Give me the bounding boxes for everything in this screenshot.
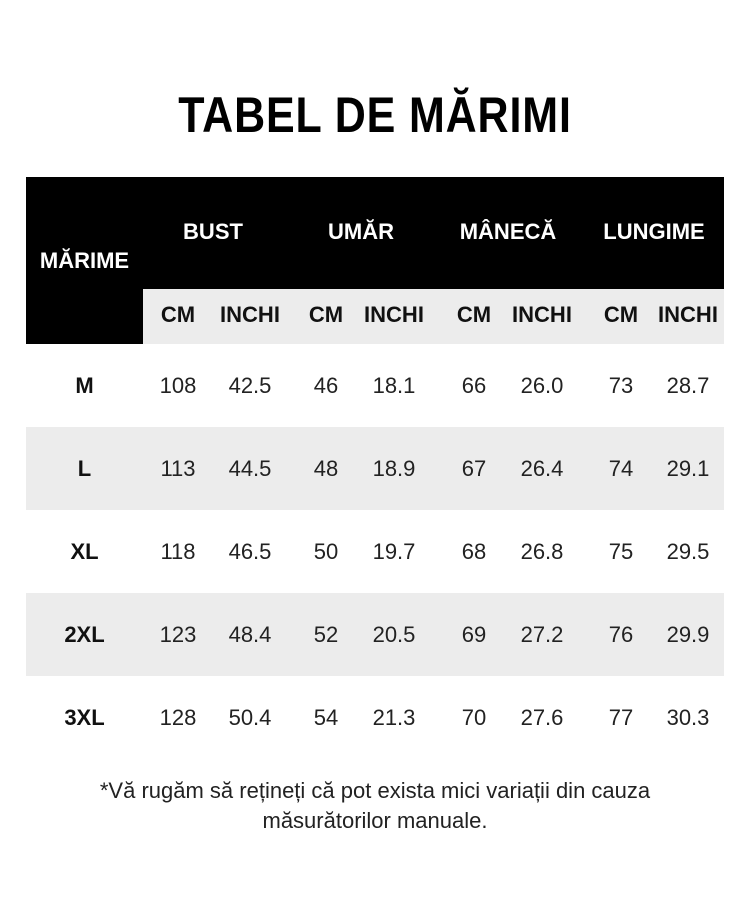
- measurement-cell: 26.4: [520, 456, 564, 481]
- measurement-cell: 20.5: [372, 622, 416, 647]
- measurement-cell: 27.2: [520, 622, 564, 647]
- measurement-cell: 48: [313, 456, 339, 481]
- measurement-cell: 44.5: [228, 456, 272, 481]
- measurement-cell: 118: [160, 539, 196, 564]
- measurement-cell: 113: [160, 456, 196, 481]
- measurement-cell: 123: [159, 622, 197, 647]
- measurement-cell: 54: [313, 705, 339, 730]
- measurement-cell: 21.3: [372, 705, 416, 730]
- measurement-cell: 68: [461, 539, 487, 564]
- group-header-length: LUNGIME: [603, 219, 705, 244]
- measurement-cell: 26.0: [520, 373, 564, 398]
- size-table: [26, 177, 724, 730]
- unit-header: CM: [456, 302, 492, 327]
- size-cell: XL: [70, 539, 99, 564]
- measurement-cell: 50.4: [228, 705, 272, 730]
- measurement-cell: 50: [313, 539, 339, 564]
- table-row: [26, 510, 724, 593]
- group-header-bust: BUST: [183, 219, 243, 244]
- measurement-cell: 28.7: [666, 373, 710, 398]
- measurement-cell: 42.5: [228, 373, 272, 398]
- unit-header: INCHI: [220, 302, 280, 327]
- table-row: [26, 427, 724, 510]
- group-header-sleeve: MÂNECĂ: [459, 219, 557, 244]
- measurement-cell: 67: [461, 456, 487, 481]
- measurement-cell: 74: [608, 456, 634, 481]
- unit-header: CM: [603, 302, 639, 327]
- size-cell: M: [75, 373, 94, 398]
- measurement-cell: 76: [608, 622, 634, 647]
- measurement-cell: 70: [461, 705, 487, 730]
- table-row: [26, 593, 724, 676]
- unit-header: CM: [308, 302, 344, 327]
- measurement-cell: 18.1: [372, 373, 416, 398]
- measurement-cell: 18.9: [372, 456, 416, 481]
- unit-header: INCHI: [364, 302, 424, 327]
- measurement-cell: 69: [461, 622, 487, 647]
- measurement-cell: 29.5: [666, 539, 710, 564]
- size-cell: 3XL: [64, 705, 105, 730]
- size-column-header: MĂRIME: [26, 177, 143, 344]
- measurement-cell: 27.6: [520, 705, 564, 730]
- measurement-cell: 46: [313, 373, 339, 398]
- measurement-cell: 48.4: [228, 622, 272, 647]
- measurement-cell: 52: [313, 622, 339, 647]
- measurement-cell: 77: [608, 705, 634, 730]
- measurement-cell: 30.3: [666, 705, 710, 730]
- measurement-cell: 66: [461, 373, 487, 398]
- measurement-cell: 75: [608, 539, 634, 564]
- table-row: [26, 676, 724, 759]
- measurement-cell: 19.7: [372, 539, 416, 564]
- disclaimer-note: *Vă rugăm să rețineți că pot exista mici variații din cauza măsurătorilor manuale.: [99, 778, 651, 833]
- measurement-cell: 26.8: [520, 539, 564, 564]
- unit-header: INCHI: [512, 302, 572, 327]
- unit-header: CM: [160, 302, 196, 327]
- table-row: [26, 344, 724, 427]
- measurement-cell: 29.9: [666, 622, 710, 647]
- measurement-cell: 46.5: [228, 539, 272, 564]
- unit-header: INCHI: [658, 302, 718, 327]
- size-cell: L: [77, 456, 92, 481]
- measurement-cell: 73: [608, 373, 634, 398]
- size-cell: 2XL: [64, 622, 105, 647]
- measurement-cell: 29.1: [666, 456, 710, 481]
- measurement-cell: 108: [159, 373, 197, 398]
- page-title: TABEL DE MĂRIMI: [178, 87, 572, 143]
- group-header-shoulder: UMĂR: [328, 219, 394, 244]
- measurement-cell: 128: [159, 705, 197, 730]
